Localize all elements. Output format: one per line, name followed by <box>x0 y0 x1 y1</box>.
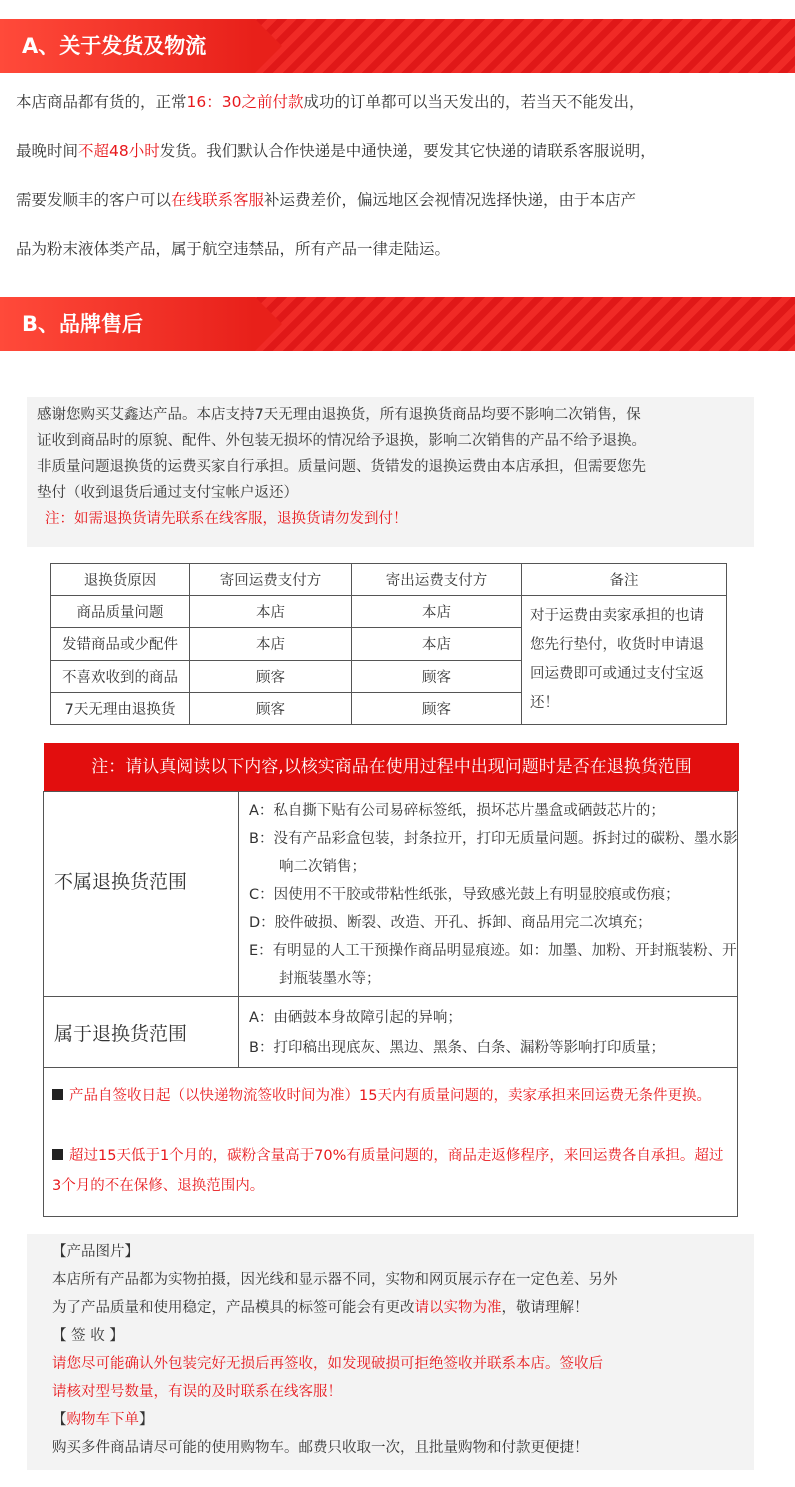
table-header: 退换货原因 <box>51 564 190 596</box>
table-row: 不喜欢收到的商品 顾客 顾客 <box>51 660 727 692</box>
not-covered-label: 不属退换货范围 <box>54 871 188 893</box>
footer-info: 【产品图片】 本店所有产品都为实物拍摄，因光线和显示器不同，实物和网页展示存在一定色差、另外 为了产品质量和使用稳定，产品模具的标签可能会有更改请以实物为准，敬请理解！ 【 签 收 】 请您尽可能确认外包装完好无损后再签收，如发现破损可拒绝签收并联系本店。签收后 请核对型号数量，有误的及时联系在线客服！ 【购物车下单】 购买多件商品请尽可能的使用购物车。邮费只收取一次，且批量购物和付款更便捷！ <box>52 1238 742 1462</box>
return-notice: 注：如需退换货请先联系在线客服，退换货请勿发到付！ <box>45 511 408 527</box>
shipping-paragraph <box>16 78 786 274</box>
warranty-bullet-1: 产品自签收日起（以快递物流签收时间为准）15天内有质量问题的，卖家承担来回运费无条件更换。 <box>52 1081 732 1111</box>
covered-label: 属于退换货范围 <box>54 1023 188 1045</box>
table-header: 备注 <box>522 564 727 596</box>
section-a-title: A、关于发货及物流 <box>22 34 207 58</box>
covered-list <box>249 1003 739 1063</box>
bullet-square-icon <box>52 1149 63 1160</box>
table-header: 寄回运费支付方 <box>190 564 352 596</box>
receipt-heading: 【 签 收 】 <box>52 1328 124 1344</box>
section-b-banner <box>0 297 795 351</box>
not-covered-list <box>249 797 739 993</box>
shipping-line-1: 本店商品都有货的，正常16：30之前付款成功的订单都可以当天发出的，若当天不能发出， <box>16 93 645 111</box>
table-header: 寄出运费支付方 <box>352 564 522 596</box>
shipping-line-2: 最晚时间不超48小时发货。我们默认合作快递是中通快递，要发其它快递的请联系客服说明， <box>16 142 656 160</box>
covered-block <box>43 996 738 1068</box>
section-a-banner <box>0 19 795 73</box>
table-row: 7天无理由退换货 顾客 顾客 <box>51 692 727 724</box>
list-item: A：私自撕下贴有公司易碎标签纸，损坏芯片墨盒或硒鼓芯片的； <box>249 803 665 819</box>
list-item: C：因使用不干胶或带粘性纸张，导致感光鼓上有明显胶痕或伤痕； <box>249 887 680 903</box>
table-note: 对于运费由卖家承担的也请您先行垫付，收货时申请退回运费即可或通过支付宝返还！ <box>522 596 727 725</box>
return-fee-table <box>50 563 727 725</box>
list-item: E：有明显的人工干预操作商品明显痕迹。如：加墨、加粉、开封瓶装粉、开封瓶装墨水等； <box>249 943 737 987</box>
list-item: B：没有产品彩盒包装，封条拉开，打印无质量问题。拆封过的碳粉、墨水影响二次销售； <box>249 831 738 875</box>
table-header-row <box>51 564 727 596</box>
list-item: A：由硒鼓本身故障引起的异响； <box>249 1010 462 1026</box>
photo-heading: 【产品图片】 <box>52 1244 139 1260</box>
table-row: 发错商品或少配件 本店 本店 <box>51 628 727 660</box>
warranty-bullet-2: 超过15天低于1个月的，碳粉含量高于70%有质量问题的，商品走返修程序，来回运费各自承担。超过3个月的不在保修、退换范围内。 <box>52 1148 724 1194</box>
cart-heading: 【购物车下单】 <box>52 1412 154 1428</box>
section-b-title: B、品牌售后 <box>22 312 144 336</box>
list-item: D：胶件破损、断裂、改造、开孔、拆卸、商品用完二次填充； <box>249 915 652 931</box>
aftersale-intro: 感谢您购买艾鑫达产品。本店支持7天无理由退换货，所有退换货商品均要不影响二次销售，保 证收到商品时的原貌、配件、外包装无损坏的情况给予退换，影响二次销售的产品不给予退换。 非质量问题退换货的运费买家自行承担。质量问题、货错发的退换运费由本店承担，但需要您先 垫付（收到退货后通过支付宝帐户返还） 注：如需退换货请先联系在线客服，退换货请勿发到付！ <box>37 402 749 532</box>
table-row: 商品质量问题 本店 本店 对于运费由卖家承担的也请您先行垫付，收货时申请退回运费即可或通过支付宝返还！ <box>51 596 727 628</box>
covered-label-cell <box>44 997 239 1067</box>
bullet-square-icon <box>52 1089 63 1100</box>
warning-bar: 注：请认真阅读以下内容,以核实商品在使用过程中出现问题时是否在退换货范围 <box>44 743 739 791</box>
shipping-line-3: 需要发顺丰的客户可以在线联系客服补运费差价，偏远地区会视情况选择快递，由于本店产 <box>16 191 637 209</box>
not-covered-block <box>43 791 738 997</box>
list-item: B：打印稿出现底灰、黑边、黑条、白条、漏粉等影响打印质量； <box>249 1040 665 1056</box>
not-covered-label-cell <box>44 792 239 996</box>
shipping-line-4: 品为粉末液体类产品，属于航空违禁品，所有产品一律走陆运。 <box>16 240 451 258</box>
